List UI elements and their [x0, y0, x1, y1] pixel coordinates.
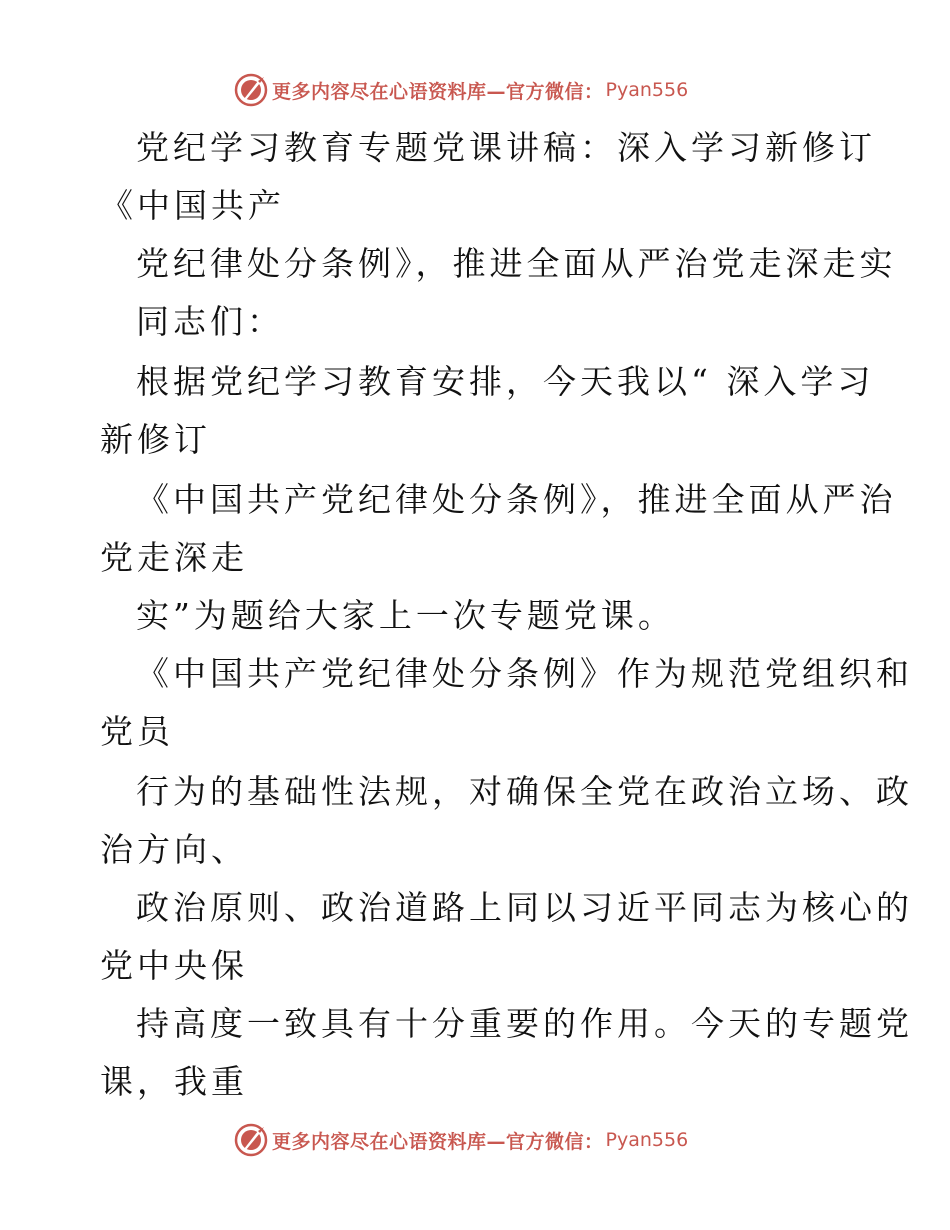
- doc-line: 党中央保: [100, 946, 248, 985]
- footer-banner-text: 更多内容尽在心语资料库—官方微信：: [272, 1130, 604, 1153]
- doc-line: 《中国共产党纪律处分条例》作为规范党组织和: [136, 654, 913, 693]
- doc-line: 党员: [100, 712, 174, 751]
- doc-line: 党纪学习教育专题党课讲稿：深入学习新修订: [136, 128, 876, 167]
- doc-line: 持高度一致具有十分重要的作用。今天的专题党: [136, 1004, 913, 1043]
- doc-line: 新修订: [100, 420, 211, 459]
- doc-line: 治方向、: [100, 830, 248, 869]
- doc-line: 根据党纪学习教育安排，今天我以“ 深入学习: [136, 362, 875, 401]
- doc-line: 行为的基础性法规，对确保全党在政治立场、政: [136, 772, 913, 811]
- doc-line: 实”为题给大家上一次专题党课。: [136, 596, 675, 635]
- header-contact: Pyan556: [605, 79, 689, 101]
- doc-line: 党纪律处分条例》，推进全面从严治党走深走实: [136, 244, 897, 283]
- footer-contact: Pyan556: [605, 1129, 689, 1151]
- feather-pen-logo-icon: [234, 1123, 268, 1157]
- doc-line: 同志们：: [136, 302, 284, 341]
- footer-banner: [234, 1122, 688, 1158]
- doc-line: 《中国共产党纪律处分条例》，推进全面从严治: [136, 480, 897, 519]
- doc-line: 《中国共产: [100, 186, 285, 225]
- doc-line: 党走深走: [100, 538, 248, 577]
- doc-line: 课，我重: [100, 1062, 248, 1101]
- doc-line: 政治原则、政治道路上同以习近平同志为核心的: [136, 888, 913, 927]
- header-banner-text: 更多内容尽在心语资料库—官方微信：: [272, 80, 604, 103]
